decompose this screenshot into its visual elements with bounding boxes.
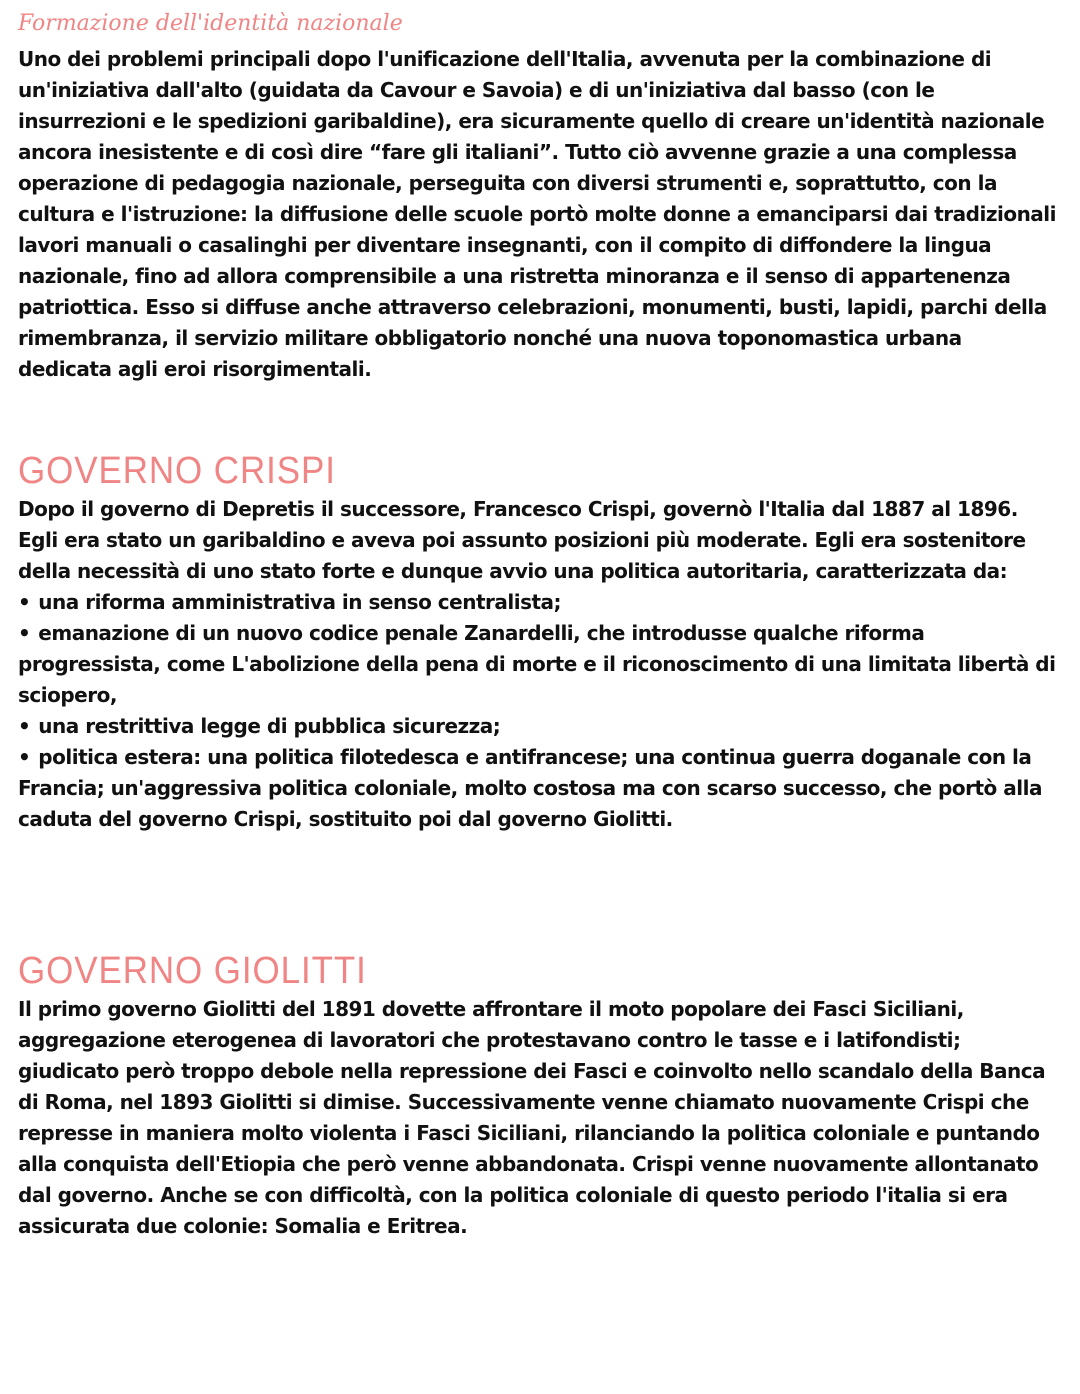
- paragraph-formazione: Uno dei problemi principali dopo l'unificazione dell'Italia, avvenuta per la combinazione di un'iniziativa dall'alto (guidata da Cavour e Savoia) e di un'iniziativa dal basso (con le insurrezioni e le spedizioni garibaldine), era sicuramente quello di creare un'identità nazionale ancora inesistente e di così dire “fare gli italiani”. Tutto ciò avvenne grazie a una complessa operazione di pedagogia nazionale, perseguita con diversi strumenti e, soprattutto, con la cultura e l'istruzione: la diffusione delle scuole portò molte donne a emanciparsi dai tradizionali lavori manuali o casalinghi per diventare insegnanti, con il compito di diffondere la lingua nazionale, fino ad allora comprensibile a una ristretta minoranza e il senso di appartenenza patriottica. Esso si diffuse anche attraverso celebrazioni, monumenti, busti, lapidi, parchi della rimembranza, il servizio militare obbligatorio nonché una nuova toponomastica urbana dedicata agli eroi risorgimentali.: [18, 47, 1057, 381]
- list-item-text: emanazione di un nuovo codice penale Zanardelli, che introdusse qualche riforma progressista, come L'abolizione della pena di morte e il riconoscimento di una limitata libertà di sciopero,: [18, 621, 1056, 707]
- bullet-icon: •: [18, 621, 31, 645]
- list-item: [18, 618, 1058, 711]
- section-title-crispi: GOVERNO CRISPI: [18, 450, 336, 492]
- crispi-policy-list: [18, 587, 1058, 835]
- list-item: [18, 587, 1058, 618]
- bullet-icon: •: [18, 714, 31, 738]
- section-giolitti: [18, 950, 1058, 1242]
- list-item-text: una riforma amministrativa in senso centralista;: [38, 590, 562, 614]
- bullet-icon: •: [18, 745, 31, 769]
- bullet-icon: •: [18, 590, 31, 614]
- paragraph-giolitti: Il primo governo Giolitti del 1891 dovette affrontare il moto popolare dei Fasci Siciliani, aggregazione eterogenea di lavoratori che protestavano contro le tasse e i latifondisti; giudicato però troppo debole nella repressione dei Fasci e coinvolto nello scandalo della Banca di Roma, nel 1893 Giolitti si dimise. Successivamente venne chiamato nuovamente Crispi che represse in maniera molto violenta i Fasci Siciliani, rilanciando la politica coloniale e puntando alla conquista dell'Etiopia che però venne abbandonata. Crispi venne nuovamente allontanato dal governo. Anche se con difficoltà, con la politica coloniale di questo periodo l'italia si era assicurata due colonie: Somalia e Eritrea.: [18, 997, 1046, 1238]
- section-formazione: [18, 8, 1058, 385]
- section-title-giolitti: GOVERNO GIOLITTI: [18, 950, 367, 992]
- section-title-formazione: Formazione dell'identità nazionale: [18, 11, 403, 36]
- paragraph-crispi-intro: Dopo il governo di Depretis il successore, Francesco Crispi, governò l'Italia dal 1887 al 1896. Egli era stato un garibaldino e aveva poi assunto posizioni più moderate. Egli era sostenitore della necessità di uno stato forte e dunque avvio una politica autoritaria, caratterizzata da:: [18, 497, 1026, 583]
- list-item-text: politica estera: una politica filotedesca e antifrancese; una continua guerra doganale con la Francia; un'aggressiva politica coloniale, molto costosa ma con scarso successo, che portò alla caduta del governo Crispi, sostituito poi dal governo Giolitti.: [18, 745, 1042, 831]
- section-crispi: [18, 450, 1058, 835]
- list-item: [18, 742, 1058, 835]
- list-item-text: una restrittiva legge di pubblica sicurezza;: [38, 714, 501, 738]
- list-item: [18, 711, 1058, 742]
